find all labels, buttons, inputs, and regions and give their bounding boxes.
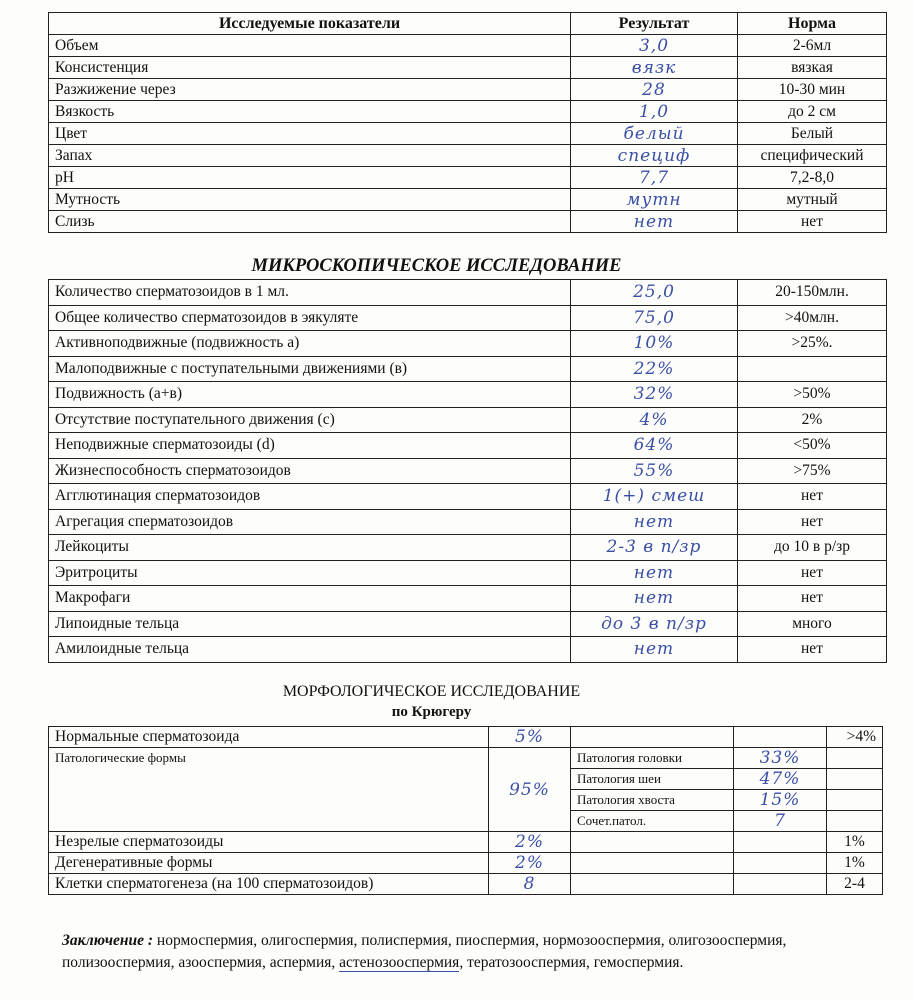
path-item-result: 15% [734,790,827,811]
micro-norm: нет [738,484,887,510]
micro-result: до 3 в п/зр [571,611,738,637]
micro-label: Макрофаги [49,586,571,612]
conclusion [62,930,882,974]
micro-result: 25,0 [571,280,738,306]
macro-norm: 2-6мл [738,35,887,57]
macro-label: Слизь [49,211,571,233]
macro-row [49,167,887,189]
micro-label: Жизнеспособность сперматозоидов [49,458,571,484]
spermatogenesis-label: Клетки сперматогенеза (на 100 сперматозоидов) [49,874,489,895]
macro-result: 1,0 [571,101,738,123]
micro-label: Отсутствие поступательного движения (с) [49,407,571,433]
morph-normal-row [49,727,883,748]
param-header: Исследуемые показатели [49,13,571,35]
degenerative-result: 2% [489,853,571,874]
micro-result: нет [571,637,738,663]
micro-norm: <50% [738,433,887,459]
macro-result: вязк [571,57,738,79]
micro-row [49,535,887,561]
micro-norm: нет [738,509,887,535]
micro-label: Количество сперматозоидов в 1 мл. [49,280,571,306]
macro-result: 7,7 [571,167,738,189]
macro-norm: Белый [738,123,887,145]
macro-label: Вязкость [49,101,571,123]
macro-row [49,123,887,145]
conclusion-label: Заключение : [62,932,154,949]
norm-header: Норма [738,13,887,35]
micro-label: Лейкоциты [49,535,571,561]
micro-row [49,586,887,612]
macro-norm: вязкая [738,57,887,79]
micro-row [49,305,887,331]
micro-norm: 2% [738,407,887,433]
macro-row [49,189,887,211]
micro-row [49,560,887,586]
conclusion-underlined: астенозооспермия [339,954,460,971]
macro-norm: 7,2-8,0 [738,167,887,189]
micro-row [49,382,887,408]
macro-result: мутн [571,189,738,211]
micro-label: Общее количество сперматозоидов в эякуляте [49,305,571,331]
micro-result: нет [571,560,738,586]
pathological-label: Патологические формы [49,748,489,832]
micro-norm: 20-150млн. [738,280,887,306]
conclusion-text-after: , тератозооспермия, гемоспермия. [459,954,684,971]
micro-result: 10% [571,331,738,357]
micro-label: Неподвижные сперматозоиды (d) [49,433,571,459]
micro-result: 55% [571,458,738,484]
macro-result: специф [571,145,738,167]
degenerative-norm: 1% [827,853,883,874]
micro-result: 2-3 в п/зр [571,535,738,561]
micro-norm: нет [738,637,887,663]
micro-norm: до 10 в р/зр [738,535,887,561]
micro-result: 4% [571,407,738,433]
micro-result: 64% [571,433,738,459]
macro-norm: специфический [738,145,887,167]
micro-result: 22% [571,356,738,382]
micro-norm: много [738,611,887,637]
micro-row [49,509,887,535]
path-item-result: 33% [734,748,827,769]
macro-norm: 10-30 мин [738,79,887,101]
immature-norm: 1% [827,832,883,853]
result-header: Результат [571,13,738,35]
micro-table [48,279,887,663]
micro-label: Подвижность (а+в) [49,382,571,408]
macro-label: pH [49,167,571,189]
micro-row [49,280,887,306]
macro-result: 3,0 [571,35,738,57]
micro-label: Малоподвижные с поступательными движениями (в) [49,356,571,382]
macro-result: нет [571,211,738,233]
macro-norm: до 2 см [738,101,887,123]
macro-label: Мутность [49,189,571,211]
immature-result: 2% [489,832,571,853]
micro-row [49,611,887,637]
micro-norm [738,356,887,382]
macro-row [49,57,887,79]
micro-title: МИКРОСКОПИЧЕСКОЕ ИССЛЕДОВАНИЕ [251,256,622,276]
macro-label: Цвет [49,123,571,145]
macro-result: белый [571,123,738,145]
morph-table [48,726,883,895]
micro-result: 1(+) смеш [571,484,738,510]
normal-norm: >4% [827,727,883,748]
micro-label: Агглютинация сперматозоидов [49,484,571,510]
path-item-label: Патология хвоста [571,790,734,811]
path-item-label: Патология шеи [571,769,734,790]
macro-label: Разжижение через [49,79,571,101]
morph-degenerative-row [49,853,883,874]
micro-norm: >50% [738,382,887,408]
micro-rows [49,280,887,663]
micro-norm: >25%. [738,331,887,357]
macro-result: 28 [571,79,738,101]
macro-row [49,101,887,123]
micro-row [49,458,887,484]
micro-norm: >40млн. [738,305,887,331]
macro-row [49,79,887,101]
micro-norm: нет [738,586,887,612]
micro-label: Активноподвижные (подвижность а) [49,331,571,357]
micro-norm: нет [738,560,887,586]
immature-label: Незрелые сперматозоиды [49,832,489,853]
micro-label: Липоидные тельца [49,611,571,637]
macro-label: Объем [49,35,571,57]
morph-spermatogenesis-row [49,874,883,895]
spermatogenesis-result: 8 [489,874,571,895]
macro-header-row [49,13,887,35]
micro-label: Агрегация сперматозоидов [49,509,571,535]
micro-row [49,484,887,510]
micro-result: нет [571,509,738,535]
macro-rows [49,35,887,233]
morph-title: МОРФОЛОГИЧЕСКОЕ ИССЛЕДОВАНИЕ [282,683,581,700]
micro-result: нет [571,586,738,612]
degenerative-label: Дегенеративные формы [49,853,489,874]
path-item-label: Сочет.патол. [571,811,734,832]
micro-norm: >75% [738,458,887,484]
macro-norm: мутный [738,189,887,211]
path-item-result: 7 [734,811,827,832]
path-item-result: 47% [734,769,827,790]
path-item-label: Патология головки [571,748,734,769]
normal-label: Нормальные сперматозоида [49,727,489,748]
morph-path-row-1 [49,748,883,769]
morph-immature-row [49,832,883,853]
normal-result: 5% [489,727,571,748]
macro-row [49,35,887,57]
macro-label: Консистенция [49,57,571,79]
micro-row [49,331,887,357]
micro-label: Амилоидные тельца [49,637,571,663]
micro-row [49,433,887,459]
micro-row [49,407,887,433]
micro-row [49,637,887,663]
micro-row [49,356,887,382]
morph-subtitle: по Крюгеру [391,704,472,720]
conclusion-text-before: нормоспермия, олигоспермия, полиспермия, пиоспермия, нормозооспермия, олигозооспермия, полизооспермия, азооспермия, аспермия, [62,932,787,971]
spermatogenesis-norm: 2-4 [827,874,883,895]
micro-result: 75,0 [571,305,738,331]
pathological-result: 95% [489,748,571,832]
micro-label: Эритроциты [49,560,571,586]
micro-result: 32% [571,382,738,408]
macro-norm: нет [738,211,887,233]
macro-table [48,12,887,233]
macro-row [49,145,887,167]
macro-row [49,211,887,233]
macro-label: Запах [49,145,571,167]
